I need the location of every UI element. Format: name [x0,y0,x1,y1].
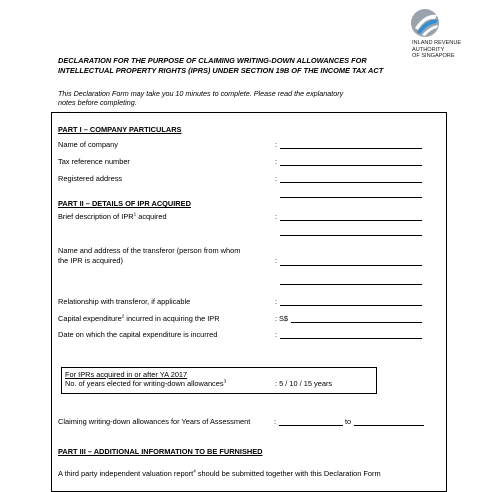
date-colon: : [275,330,278,339]
claiming-label: Claiming writing-down allowances for Years of Assessment [58,417,251,426]
claiming-colon: : [274,417,277,426]
transferor-colon: : [275,256,278,265]
ya-to-word: to [345,417,352,426]
footnote-marker: 3 [223,378,227,384]
company-name-colon: : [275,140,278,149]
iras-logo-icon [410,8,440,38]
transferor-label-line1: Name and address of the transferor (person from whom [58,246,241,255]
agency-line: AUTHORITY [412,46,445,53]
footnote-marker: 4 [193,468,196,474]
company-name-field[interactable] [280,148,422,149]
intro-note [58,89,418,107]
address-colon: : [275,174,278,183]
capex-label: Capital expenditure$^2$ incurred in acquiring the IPR [58,313,220,323]
capex-colon: : [275,314,278,323]
ipr-description-field-2[interactable] [280,235,422,236]
title-line: INTELLECTUAL PROPERTY RIGHTS (IPRS) UNDER SECTION 19B OF THE INCOME TAX ACT [58,65,384,75]
ya-from-field[interactable] [279,425,343,426]
ya-years-label: No. of years elected for writing-down allowances$^3$ [65,378,227,388]
valuation-note: A third party independent valuation report$^4$ should be submitted together with this Declaration Form [58,468,381,478]
address-label: Registered address [58,174,123,183]
ipr-description-field-1[interactable] [280,220,422,221]
capex-field[interactable] [291,322,422,323]
transferor-field-2[interactable] [280,284,422,285]
address-field-2[interactable] [280,197,422,198]
part3-heading: PART III – ADDITIONAL INFORMATION TO BE FURNISHED [58,447,263,456]
relationship-field[interactable] [280,305,422,306]
tax-ref-field[interactable] [280,165,422,166]
agency-line: OF SINGAPORE [412,53,455,60]
intro-line: notes before completing. [58,98,137,108]
footnote-marker: 1 [133,211,137,217]
capex-currency: S$ [279,314,289,323]
date-label: Date on which the capital expenditure is incurred [58,330,218,339]
relationship-colon: : [275,297,278,306]
ipr-description-colon: : [275,212,278,221]
title-line: DECLARATION FOR THE PURPOSE OF CLAIMING WRITING-DOWN ALLOWANCES FOR [58,56,367,65]
agency-name [412,40,474,60]
address-field-1[interactable] [280,182,422,183]
ipr-description-label: Brief description of IPR$^1$ acquired [58,211,167,221]
ya-years-options[interactable]: : 5 / 10 / 15 years [275,379,333,388]
agency-line: INLAND REVENUE [412,40,462,46]
tax-ref-colon: : [275,157,278,166]
company-name-label: Name of company [58,140,118,149]
intro-line: This Declaration Form may take you 10 minutes to complete. Please read the explanatory [58,89,344,98]
ya-to-field[interactable] [354,425,424,426]
date-field[interactable] [280,338,422,339]
part2-heading: PART II – DETAILS OF IPR ACQUIRED [58,199,191,208]
relationship-label: Relationship with transferor, if applicable [58,297,191,306]
footnote-marker: 2 [121,313,125,319]
form-title [58,56,420,75]
transferor-label-line2: the IPR is acquired) [58,256,123,265]
transferor-field-1[interactable] [280,265,422,266]
ya-box-heading: For IPRs acquired in or after YA 2017 [65,370,188,379]
part1-heading: PART I – COMPANY PARTICULARS [58,125,182,134]
tax-ref-label: Tax reference number [58,157,130,166]
